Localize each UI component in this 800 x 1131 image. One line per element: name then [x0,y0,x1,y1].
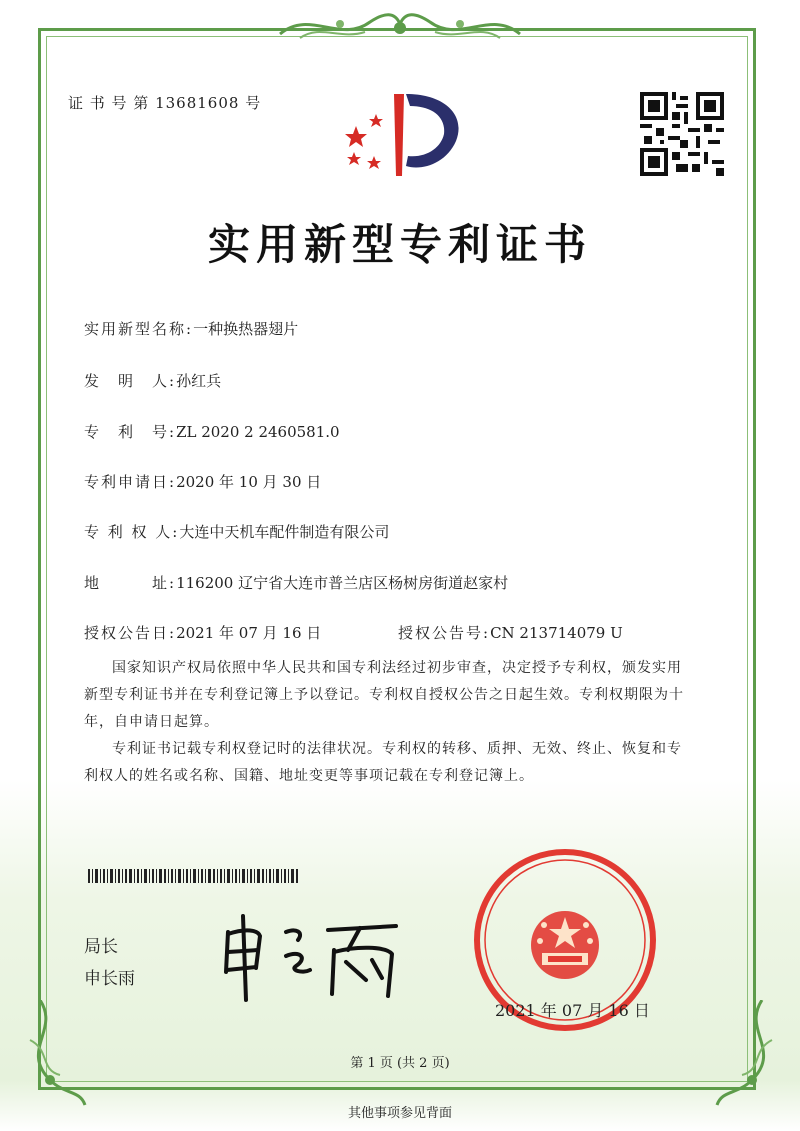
page-number: 第 1 页 (共 2 页) [350,1056,450,1071]
signature-icon [216,910,406,1009]
field-patent-number [84,421,340,442]
field-label: 专利申请日: [84,473,177,491]
body-line: 国家知识产权局依照中华人民共和国专利法经过初步审查，决定授予专利权，颁发实用 [112,660,682,676]
field-address [84,572,508,593]
field-grant-date [84,622,321,643]
field-label: 授权公告日: [84,624,177,642]
field-value: 孙红兵 [176,372,222,390]
field-value: 2020 年 10 月 30 日 [176,473,322,491]
field-label: 地 址: [84,574,177,592]
top-floral-ornament [270,4,530,50]
field-value: ZL 2020 2 2460581.0 [176,423,340,441]
field-grant-number [398,622,623,643]
field-value: CN 213714079 U [490,624,623,642]
field-label: 专 利 权 人: [84,523,180,541]
certificate-title: 实用新型专利证书 [207,220,592,269]
field-label: 授权公告号: [398,624,491,642]
body-line: 新型专利证书并在专利登记簿上予以登记。专利权自授权公告之日起生效。专利权期限为十 [84,687,684,703]
field-label: 实用新型名称: [84,320,194,338]
cnipa-emblem-icon [336,86,466,190]
field-value: 116200 辽宁省大连市普兰店区杨树房街道赵家村 [176,574,509,592]
field-value: 2021 年 07 月 16 日 [176,624,322,642]
field-utility-model-name [84,318,298,339]
field-label: 专 利 号: [84,423,177,441]
barcode-icon [88,868,300,887]
field-inventor [84,370,221,391]
field-patentee [84,521,389,542]
field-label: 发 明 人: [84,372,177,390]
field-value: 大连中天机车配件制造有限公司 [179,523,390,541]
certificate-number: 证 书 号 第 13681608 号 [68,94,262,112]
body-line: 专利证书记载专利权登记时的法律状况。专利权的转移、质押、无效、终止、恢复和专 [112,741,682,757]
field-application-date [84,471,321,492]
body-line: 利权人的姓名或名称、国籍、地址变更等事项记载在专利登记簿上。 [84,768,534,784]
footer-note: 其他事项参见背面 [347,1106,452,1121]
field-value: 一种换热器翅片 [193,320,299,338]
body-line: 年，自申请日起算。 [84,714,219,730]
body-paragraph-2 [84,736,724,790]
qr-code-icon [640,92,724,180]
body-paragraph-1 [84,655,724,736]
seal-date: 2021 年 07 月 16 日 [495,1001,650,1020]
signatory-name: 申长雨 [84,969,135,989]
signatory-title: 局长 [84,937,118,957]
